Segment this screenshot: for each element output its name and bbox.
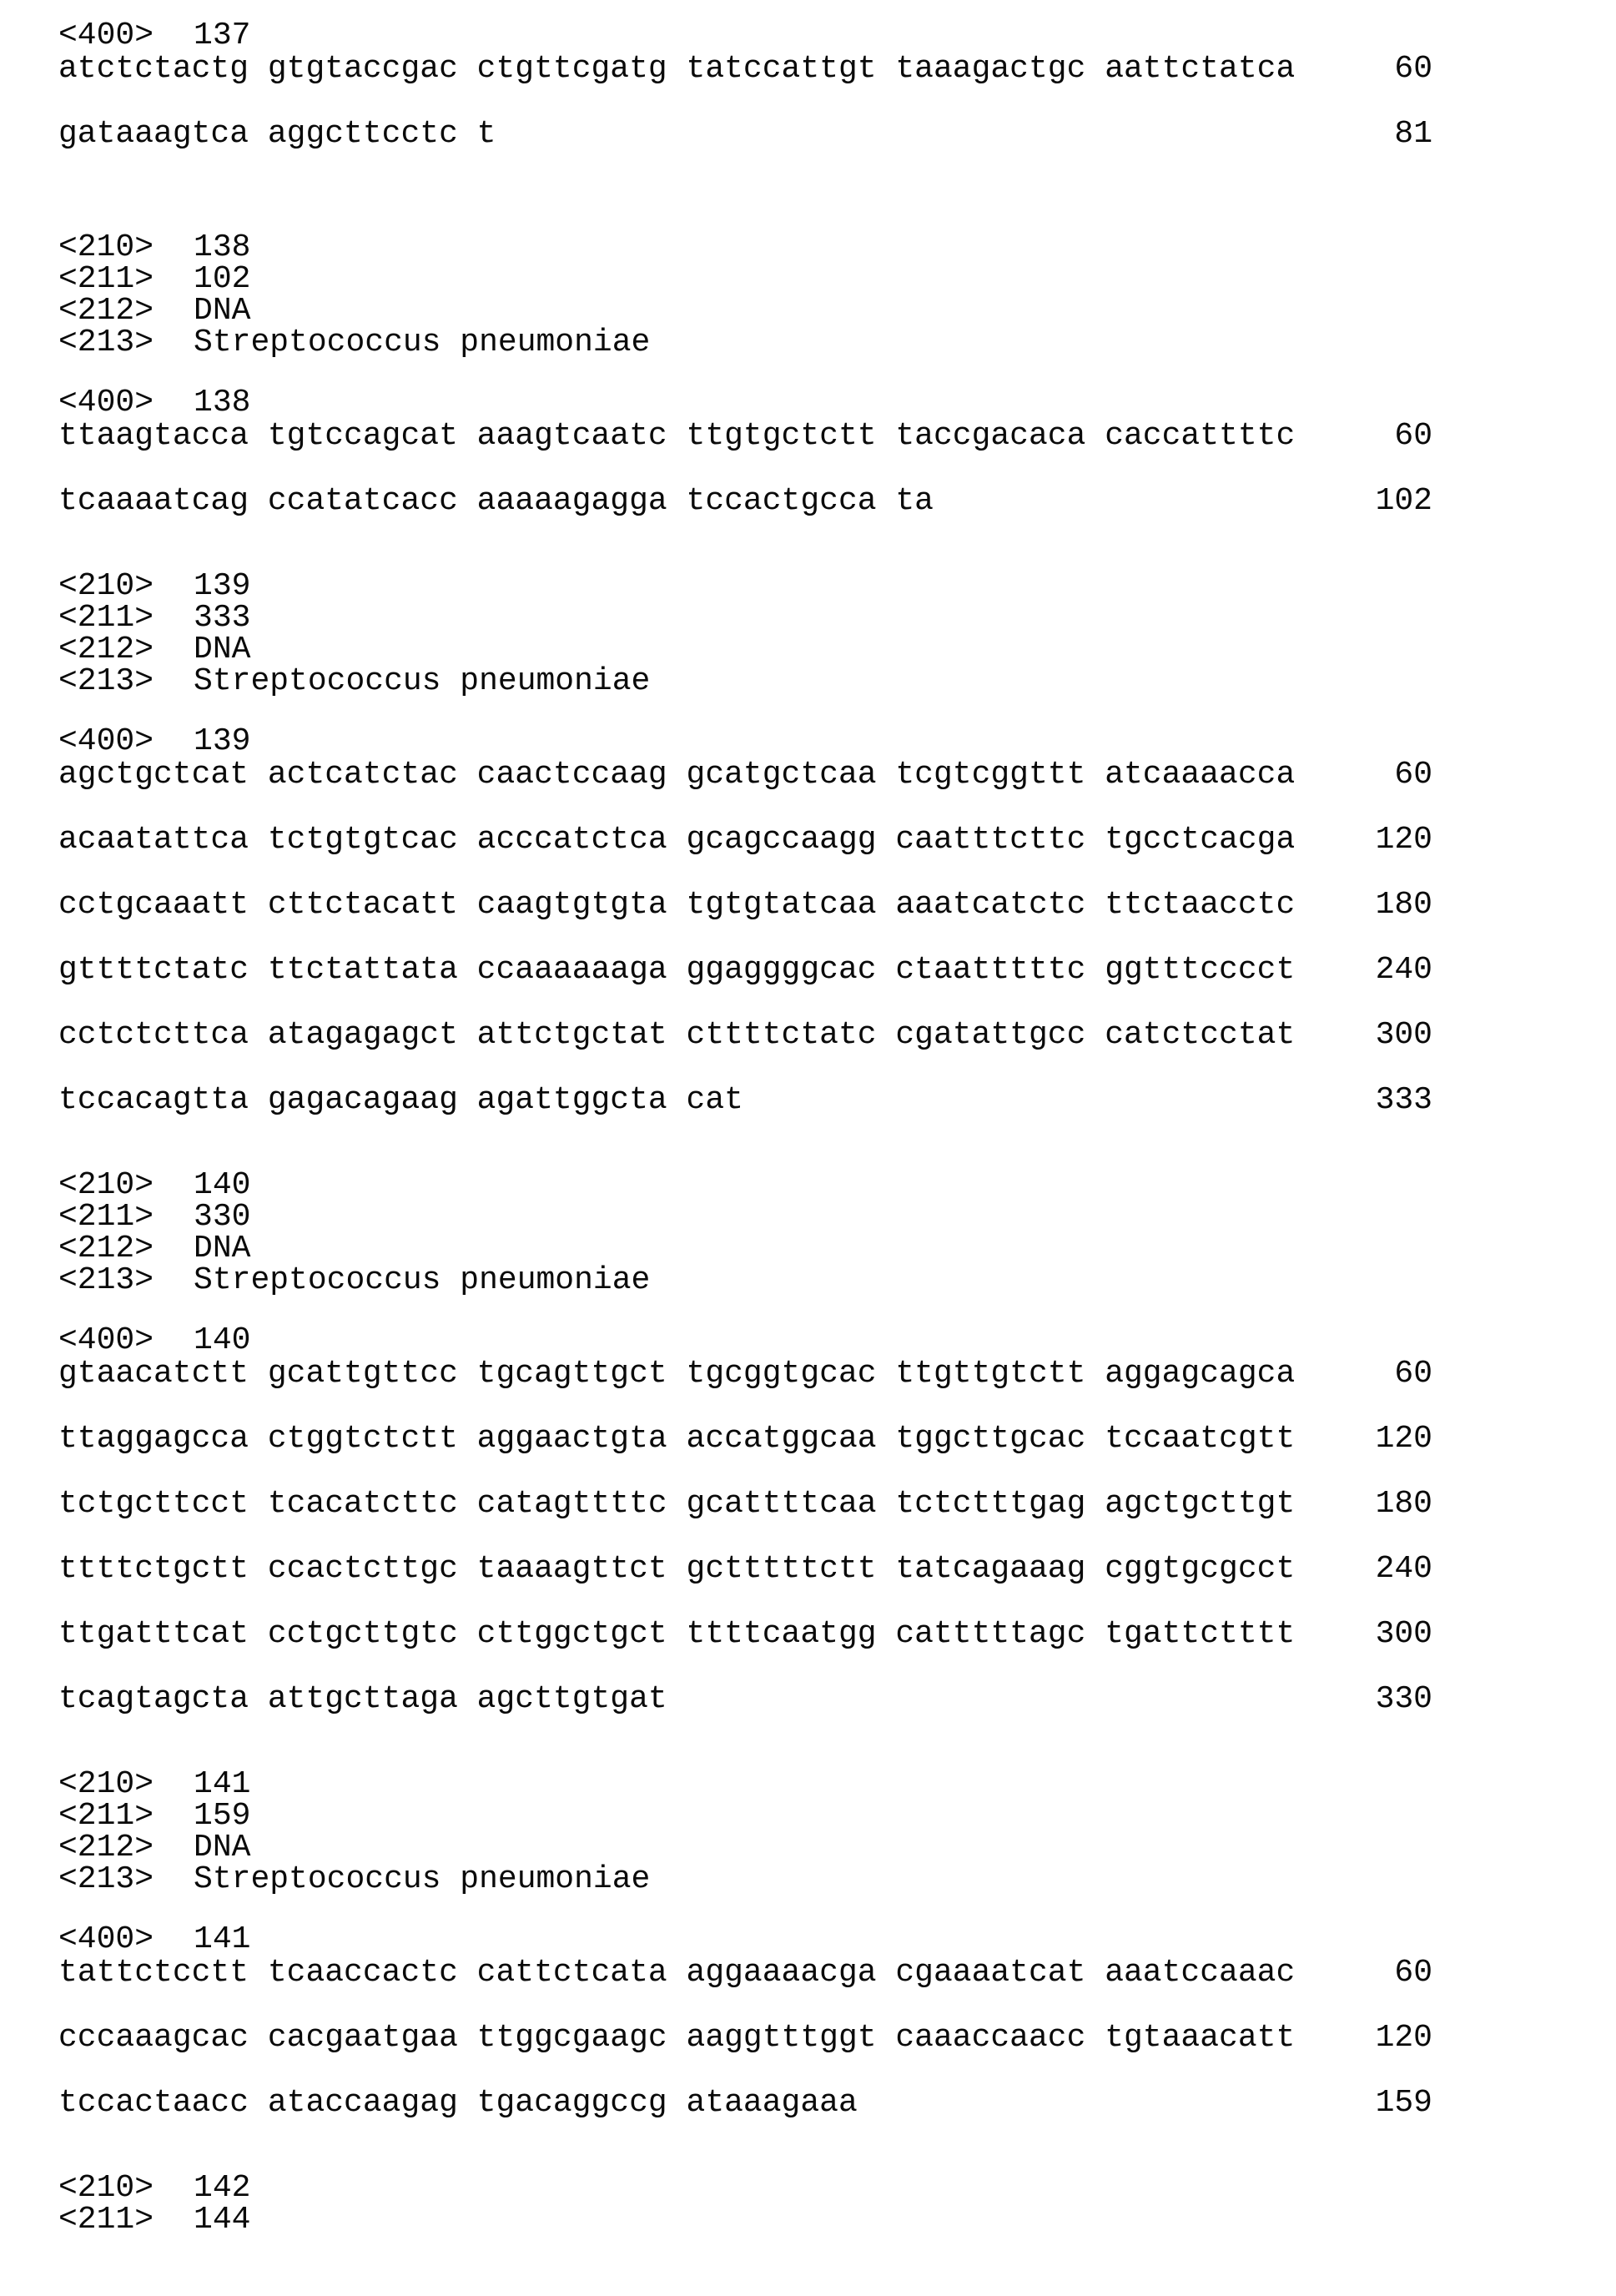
sequence-position-number: 120 bbox=[1375, 1421, 1432, 1457]
sequence-line bbox=[58, 759, 1432, 791]
sequence-position-number: 102 bbox=[1375, 483, 1432, 519]
numeric-identifier-tag: <213> bbox=[58, 1262, 154, 1298]
sequence-text: gataaagtca aggcttcctc t bbox=[58, 116, 496, 152]
sequence-text: ttaagtacca tgtccagcat aaagtcaatc ttgtgctctt taccgacaca caccattttc bbox=[58, 418, 1296, 454]
numeric-identifier-tag: <400> bbox=[58, 1921, 154, 1957]
metadata-row bbox=[58, 1832, 1616, 1864]
metadata-value: DNA bbox=[194, 1830, 251, 1866]
numeric-identifier-tag: <211> bbox=[58, 600, 154, 636]
sequence-text: gttttctatc ttctattata ccaaaaaaga ggaggggcac ctaatttttc ggtttcccct bbox=[58, 952, 1296, 988]
sequence-position-number: 60 bbox=[1394, 757, 1432, 793]
metadata-row bbox=[58, 2204, 1616, 2236]
metadata-value: 330 bbox=[194, 1199, 251, 1235]
sequence-line bbox=[58, 954, 1432, 986]
metadata-value: 142 bbox=[194, 2170, 251, 2206]
metadata-row bbox=[58, 1861, 1616, 1897]
sequence-data-block bbox=[58, 20, 1616, 150]
sequence-metadata-block bbox=[58, 1766, 1616, 1897]
sequence-header-line bbox=[58, 387, 1616, 419]
sequence-metadata-block bbox=[58, 568, 1616, 699]
sequence-text: ttgatttcat cctgcttgtc cttggctgct ttttcaatgg catttttagc tgattctttt bbox=[58, 1616, 1296, 1652]
sequence-text: gtaacatctt gcattgttcc tgcagttgct tgcggtgcac ttgttgtctt aggagcagca bbox=[58, 1356, 1296, 1392]
sequence-header-line bbox=[58, 20, 1616, 52]
sequence-line bbox=[58, 1082, 1432, 1118]
metadata-value: DNA bbox=[194, 632, 251, 667]
sequence-id-value: 141 bbox=[194, 1921, 251, 1957]
metadata-row bbox=[58, 602, 1616, 634]
sequence-position-number: 180 bbox=[1375, 1486, 1432, 1522]
numeric-identifier-tag: <212> bbox=[58, 293, 154, 329]
sequence-data-block bbox=[58, 1322, 1616, 1717]
sequence-text: tccacagtta gagacagaag agattggcta cat bbox=[58, 1082, 743, 1118]
sequence-line bbox=[58, 824, 1432, 856]
metadata-value: DNA bbox=[194, 1231, 251, 1266]
sequence-line bbox=[58, 1553, 1432, 1585]
numeric-identifier-tag: <400> bbox=[58, 18, 154, 53]
sequence-position-number: 300 bbox=[1375, 1616, 1432, 1652]
sequence-text: ttttctgctt ccactcttgc taaaagttct gctttttctt tatcagaaag cggtgcgcct bbox=[58, 1551, 1296, 1587]
numeric-identifier-tag: <210> bbox=[58, 229, 154, 265]
numeric-identifier-tag: <213> bbox=[58, 325, 154, 360]
metadata-value: Streptococcus pneumoniae bbox=[194, 1861, 651, 1897]
numeric-identifier-tag: <212> bbox=[58, 1231, 154, 1266]
sequence-position-number: 240 bbox=[1375, 952, 1432, 988]
sequence-position-number: 60 bbox=[1394, 418, 1432, 454]
sequence-text: acaatattca tctgtgtcac acccatctca gcagccaagg caatttcttc tgcctcacga bbox=[58, 822, 1296, 858]
sequence-id-value: 137 bbox=[194, 18, 251, 53]
metadata-row bbox=[58, 295, 1616, 327]
metadata-row bbox=[58, 634, 1616, 666]
sequence-data-block bbox=[58, 387, 1616, 517]
sequence-header-line bbox=[58, 1322, 1616, 1358]
numeric-identifier-tag: <210> bbox=[58, 568, 154, 604]
sequence-text: cctctcttca atagagagct attctgctat cttttctatc cgatattgcc catctcctat bbox=[58, 1017, 1296, 1053]
sequence-line bbox=[58, 1423, 1432, 1455]
sequence-position-number: 60 bbox=[1394, 51, 1432, 87]
sequence-text: tattctcctt tcaaccactc cattctcata aggaaaacga cgaaaatcat aaatccaaac bbox=[58, 1955, 1296, 1991]
sequence-text: ttaggagcca ctggtctctt aggaactgta accatggcaa tggcttgcac tccaatcgtt bbox=[58, 1421, 1296, 1457]
metadata-row bbox=[58, 568, 1616, 604]
sequence-line bbox=[58, 1616, 1432, 1652]
sequence-line bbox=[58, 53, 1432, 85]
metadata-value: DNA bbox=[194, 293, 251, 329]
metadata-row bbox=[58, 1800, 1616, 1832]
sequence-metadata-block bbox=[58, 2170, 1616, 2238]
sequence-line bbox=[58, 118, 1432, 150]
sequence-position-number: 330 bbox=[1375, 1681, 1432, 1717]
sequence-id-value: 139 bbox=[194, 723, 251, 759]
sequence-position-number: 240 bbox=[1375, 1551, 1432, 1587]
sequence-id-value: 140 bbox=[194, 1322, 251, 1358]
metadata-value: Streptococcus pneumoniae bbox=[194, 325, 651, 360]
sequence-position-number: 120 bbox=[1375, 822, 1432, 858]
metadata-value: 141 bbox=[194, 1766, 251, 1802]
numeric-identifier-tag: <210> bbox=[58, 1167, 154, 1203]
sequence-text: cctgcaaatt cttctacatt caagtgtgta tgtgtatcaa aaatcatctc ttctaacctc bbox=[58, 887, 1296, 923]
sequence-line bbox=[58, 1681, 1432, 1717]
sequence-position-number: 60 bbox=[1394, 1356, 1432, 1392]
sequence-line bbox=[58, 1488, 1432, 1520]
metadata-row bbox=[58, 1766, 1616, 1802]
numeric-identifier-tag: <211> bbox=[58, 2202, 154, 2238]
sequence-text: atctctactg gtgtaccgac ctgttcgatg tatccattgt taaagactgc aattctatca bbox=[58, 51, 1296, 87]
metadata-row bbox=[58, 229, 1616, 265]
metadata-value: Streptococcus pneumoniae bbox=[194, 1262, 651, 1298]
sequence-data-block bbox=[58, 1921, 1616, 2121]
sequence-position-number: 333 bbox=[1375, 1082, 1432, 1118]
metadata-row bbox=[58, 2170, 1616, 2206]
sequence-data-block bbox=[58, 723, 1616, 1118]
metadata-row bbox=[58, 1167, 1616, 1203]
sequence-text: tccactaacc ataccaagag tgacaggccg ataaagaaa bbox=[58, 2085, 858, 2121]
sequence-line bbox=[58, 889, 1432, 921]
sequence-text: agctgctcat actcatctac caactccaag gcatgctcaa tcgtcggttt atcaaaacca bbox=[58, 757, 1296, 793]
numeric-identifier-tag: <212> bbox=[58, 1830, 154, 1866]
numeric-identifier-tag: <210> bbox=[58, 1766, 154, 1802]
numeric-identifier-tag: <213> bbox=[58, 663, 154, 699]
sequence-position-number: 81 bbox=[1394, 116, 1432, 152]
metadata-row bbox=[58, 1233, 1616, 1265]
metadata-value: Streptococcus pneumoniae bbox=[194, 663, 651, 699]
sequence-line bbox=[58, 1957, 1432, 1989]
sequence-header-line bbox=[58, 1921, 1616, 1957]
metadata-value: 138 bbox=[194, 229, 251, 265]
sequence-text: tcaaaatcag ccatatcacc aaaaagagga tccactgcca ta bbox=[58, 483, 934, 519]
sequence-position-number: 180 bbox=[1375, 887, 1432, 923]
numeric-identifier-tag: <211> bbox=[58, 261, 154, 297]
numeric-identifier-tag: <212> bbox=[58, 632, 154, 667]
sequence-position-number: 120 bbox=[1375, 2020, 1432, 2056]
sequence-header-line bbox=[58, 723, 1616, 759]
sequence-text: tctgcttcct tcacatcttc catagttttc gcattttcaa tctctttgag agctgcttgt bbox=[58, 1486, 1296, 1522]
numeric-identifier-tag: <211> bbox=[58, 1199, 154, 1235]
numeric-identifier-tag: <400> bbox=[58, 723, 154, 759]
sequence-position-number: 60 bbox=[1394, 1955, 1432, 1991]
numeric-identifier-tag: <213> bbox=[58, 1861, 154, 1897]
metadata-value: 159 bbox=[194, 1798, 251, 1834]
sequence-text: cccaaagcac cacgaatgaa ttggcgaagc aaggtttggt caaaccaacc tgtaaacatt bbox=[58, 2020, 1296, 2056]
sequence-line bbox=[58, 1017, 1432, 1053]
sequence-line bbox=[58, 2022, 1432, 2054]
metadata-row bbox=[58, 663, 1616, 699]
metadata-row bbox=[58, 261, 1616, 297]
metadata-value: 333 bbox=[194, 600, 251, 636]
numeric-identifier-tag: <400> bbox=[58, 385, 154, 420]
metadata-value: 139 bbox=[194, 568, 251, 604]
sequence-line bbox=[58, 483, 1432, 519]
metadata-row bbox=[58, 1201, 1616, 1233]
sequence-line bbox=[58, 420, 1432, 452]
numeric-identifier-tag: <211> bbox=[58, 1798, 154, 1834]
metadata-row bbox=[58, 1262, 1616, 1298]
numeric-identifier-tag: <400> bbox=[58, 1322, 154, 1358]
sequence-line bbox=[58, 2087, 1432, 2119]
numeric-identifier-tag: <210> bbox=[58, 2170, 154, 2206]
sequence-line bbox=[58, 1358, 1432, 1390]
sequence-position-number: 159 bbox=[1375, 2085, 1432, 2121]
metadata-value: 102 bbox=[194, 261, 251, 297]
metadata-value: 144 bbox=[194, 2202, 251, 2238]
sequence-metadata-block bbox=[58, 1167, 1616, 1298]
metadata-value: 140 bbox=[194, 1167, 251, 1203]
sequence-text: tcagtagcta attgcttaga agcttgtgat bbox=[58, 1681, 667, 1717]
sequence-id-value: 138 bbox=[194, 385, 251, 420]
sequence-metadata-block bbox=[58, 229, 1616, 360]
sequence-position-number: 300 bbox=[1375, 1017, 1432, 1053]
metadata-row bbox=[58, 327, 1616, 359]
